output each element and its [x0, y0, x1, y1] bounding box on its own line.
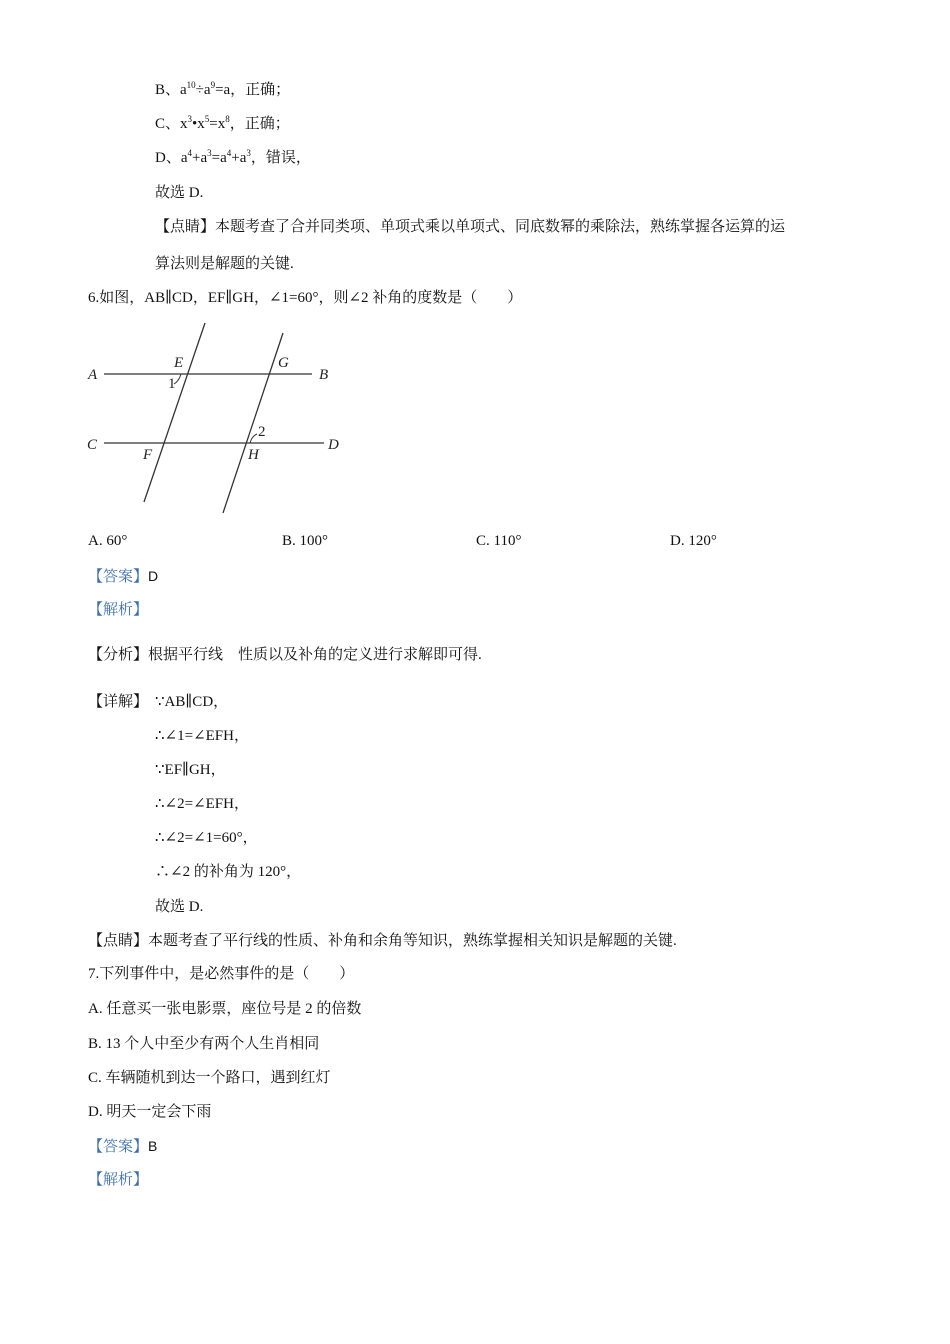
- line-gh: [223, 333, 283, 513]
- label-g: G: [278, 355, 289, 371]
- angle-2-arc: [250, 434, 257, 443]
- label-c: C: [87, 437, 98, 453]
- label-h: H: [248, 447, 259, 463]
- q6-answer: [88, 566, 158, 587]
- q7-option-a: A. 任意买一张电影票，座位号是 2 的倍数: [88, 1001, 362, 1017]
- prev-line-b: B、$a^{10}\div a^9=a$，正确；: [155, 80, 291, 98]
- label-a: A: [88, 367, 98, 383]
- q7-option-b: B. 13 个人中至少有两个人生肖相同: [88, 1036, 320, 1052]
- prev-line-d: D、$a^4+a^3=a^4+a^3$，错误，: [155, 148, 311, 166]
- q6-step-4: ∴∠2=∠EFH，: [155, 796, 249, 812]
- label-e: E: [174, 355, 184, 371]
- label-angle-2: 2: [258, 424, 266, 440]
- q6-step-7: 故选 D.: [155, 899, 204, 915]
- label-f: F: [143, 447, 153, 463]
- parallel-lines-figure: [84, 318, 354, 523]
- q6-option-b: B. 100°: [282, 533, 329, 549]
- label-d: D: [328, 437, 339, 453]
- label-angle-1: 1: [168, 376, 176, 392]
- answer-value: D: [148, 568, 159, 584]
- q6-fenxi: 【分析】根据平行线 性质以及补角的定义进行求解即可得.: [88, 647, 482, 663]
- q6-detail-tag: 【详解】: [88, 694, 149, 710]
- q6-analysis-tag: 【解析】: [88, 602, 149, 618]
- answer-tag: 【答案】: [88, 569, 149, 585]
- prev-choice: 故选 D.: [155, 185, 204, 201]
- answer-value: B: [148, 1138, 158, 1154]
- prev-comment-line-2: 算法则是解题的关键.: [155, 256, 294, 272]
- q6-step-5: ∴∠2=∠1=60°，: [155, 830, 258, 846]
- q6-step-2: ∴∠1=∠EFH，: [155, 728, 249, 744]
- answer-tag: 【答案】: [88, 1139, 149, 1155]
- q6-option-d: D. 120°: [670, 533, 717, 549]
- q6-option-c: C. 110°: [476, 533, 522, 549]
- q7-stem: 7.下列事件中，是必然事件的是（ ）: [88, 966, 355, 982]
- q7-analysis-tag: 【解析】: [88, 1172, 149, 1188]
- q6-option-a: A. 60°: [88, 533, 128, 549]
- q7-answer: [88, 1136, 157, 1157]
- prev-comment-line-1: 【点睛】本题考查了合并同类项、单项式乘以单项式、同底数幂的乘除法，熟练掌握各运算的运: [155, 219, 786, 235]
- line-ef: [144, 323, 205, 502]
- q7-option-d: D. 明天一定会下雨: [88, 1104, 212, 1120]
- prev-line-c: C、$x^3•x^5=x^8$，正确；: [155, 114, 290, 132]
- q6-stem: 6.如图，AB∥CD，EF∥GH，∠1=60°，则∠2 补角的度数是（ ）: [88, 290, 523, 306]
- label-b: B: [319, 367, 329, 383]
- q7-option-c: C. 车辆随机到达一个路口，遇到红灯: [88, 1070, 331, 1086]
- q6-step-1: ∵AB∥CD，: [155, 694, 229, 710]
- q6-step-3: ∵EF∥GH，: [155, 762, 226, 778]
- q6-comment: 【点睛】本题考查了平行线的性质、补角和余角等知识，熟练掌握相关知识是解题的关键.: [88, 933, 677, 949]
- q6-step-6: ∴∠2 的补角为 120°，: [155, 864, 302, 880]
